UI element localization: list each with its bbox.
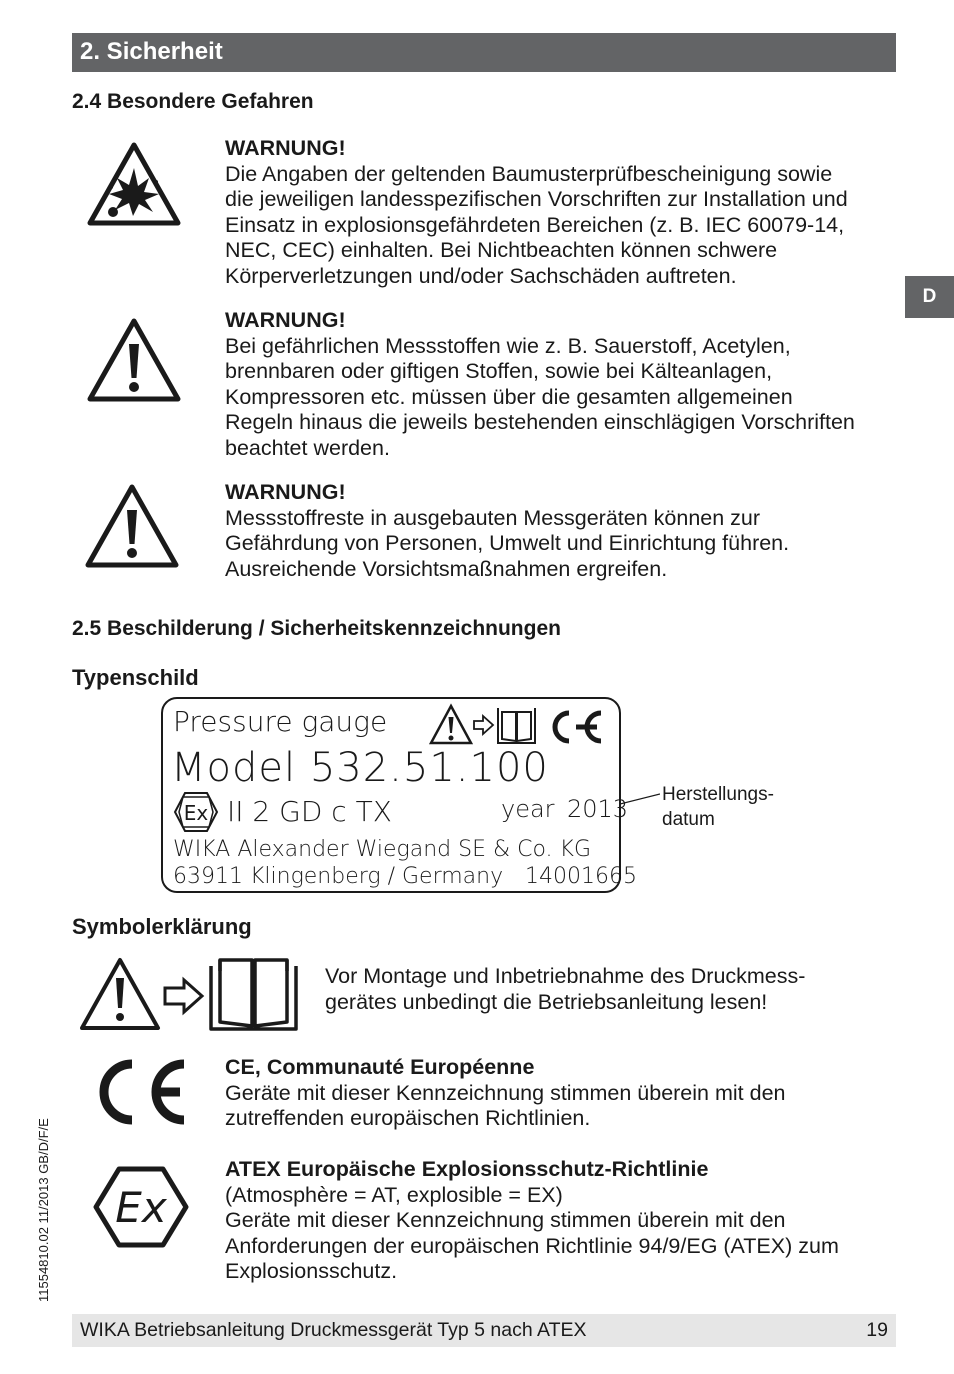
symbols-heading: Symbolerklärung [72,914,252,939]
ce-title: CE, Communauté Européenne [225,1055,535,1079]
warning-triangle-icon [87,318,181,402]
warning-triangle-icon [431,706,471,743]
warning-triangle-icon [85,484,179,568]
manual-book-icon [498,708,535,743]
ex-mark-icon [93,1166,189,1248]
svg-text:Ex: Ex [183,801,209,825]
manual-line: gerätes unbedingt die Betriebsanleitung lesen! [325,989,768,1014]
plate-year-label: year [501,795,555,823]
atex-line: Geräte mit dieser Kennzeichnung stimmen überein mit den [225,1208,786,1232]
plate-model: Model 532.51.100 [171,745,549,791]
language-tab[interactable]: D [905,276,954,318]
document-code: 11554810.02 11/2013 GB/D/F/E [36,1118,51,1302]
heading-2-5: 2.5 Beschilderung / Sicherheitskennzeichnungen [72,617,561,640]
warning-triangle-icon [82,960,158,1028]
warning-block-2 [225,308,895,461]
manual-line: Vor Montage und Inbetriebnahme des Druckmess- [325,964,806,988]
atex-line: Anforderungen der europäischen Richtlinie 94/9/EG (ATEX) zum [225,1233,839,1258]
callout-line-2: datum [662,809,715,830]
plate-serial: 14001665 [525,864,637,889]
warning-title: WARNUNG! [225,136,346,160]
plate-address: 63911 Klingenberg / Germany [173,864,504,889]
warning-line: die jeweiligen landesspezifischen Vorschriften zur Installation und [225,187,848,211]
warning-title: WARNUNG! [225,480,346,504]
ce-line: zutreffenden europäischen Richtlinien. [225,1106,591,1130]
arrow-right-icon [474,716,493,734]
ce-explanation [225,1055,895,1132]
callout-manufacturing-date [662,782,774,832]
typenschild-heading: Typenschild [72,665,199,690]
warning-line: Messstoffreste in ausgebauten Messgeräten können zur [225,505,761,530]
atex-line: (Atmosphère = AT, explosible = EX) [225,1182,563,1207]
page-number: 19 [866,1319,888,1341]
page-footer [72,1314,896,1347]
section-header [72,33,896,72]
warning-line: Einsatz in explosionsgefährdeten Bereichen (z. B. IEC 60079-14, [225,212,845,237]
warning-line: Die Angaben der geltenden Baumusterprüfbescheinigung sowie [225,161,833,186]
atex-explanation [225,1157,895,1285]
warning-line: Ausreichende Vorsichtsmaßnahmen ergreifen. [225,556,668,581]
warning-line: beachtet werden. [225,435,390,460]
section-title: 2. Sicherheit [80,38,223,65]
type-plate [161,697,637,893]
warning-line: brennbaren oder giftigen Stoffen, sowie bei Kälteanlagen, [225,359,773,383]
manual-explanation [325,964,885,1015]
ex-mark-icon [173,791,219,833]
atex-line: Explosionsschutz. [225,1259,398,1283]
atex-title: ATEX Europäische Explosionsschutz-Richtlinie [225,1157,709,1181]
warning-line: NEC, CEC) einhalten. Bei Nichtbeachten können schwere [225,238,778,262]
warning-line: Körperverletzungen und/oder Sachschäden auftreten. [225,263,737,288]
footer-title: WIKA Betriebsanleitung Druckmessgerät Typ 5 nach ATEX [80,1319,587,1341]
warning-block-1 [225,136,895,289]
arrow-right-icon [165,980,202,1012]
callout-line-1: Herstellungs- [662,784,774,805]
plate-symbols [429,703,619,747]
ce-line: Geräte mit dieser Kennzeichnung stimmen überein mit den [225,1080,786,1105]
heading-2-4: 2.4 Besondere Gefahren [72,90,314,113]
warning-line: Regeln hinaus die jeweils bestehenden einschlägigen Vorschriften [225,410,855,434]
svg-text:Ex: Ex [115,1183,167,1232]
ce-mark-icon [555,713,601,741]
read-manual-symbol [80,956,302,1032]
warning-title: WARNUNG! [225,308,346,332]
plate-product: Pressure gauge [173,705,388,738]
manual-book-icon [211,960,296,1029]
warning-line: Bei gefährlichen Messstoffen wie z. B. Sauerstoff, Acetylen, [225,333,791,358]
plate-manufacturer: WIKA Alexander Wiegand SE & Co. KG [173,837,592,862]
callout-line [620,792,660,806]
plate-year: 2013 [567,795,629,823]
ce-mark-icon [92,1058,188,1126]
warning-block-3 [225,480,895,582]
warning-line: Gefährdung von Personen, Umwelt und Einrichtung führen. [225,531,790,555]
explosion-warning-icon [87,142,181,226]
warning-line: Kompressoren etc. müssen über die gesamten allgemeinen [225,384,793,409]
plate-marking: II 2 GD c TX [227,795,392,828]
